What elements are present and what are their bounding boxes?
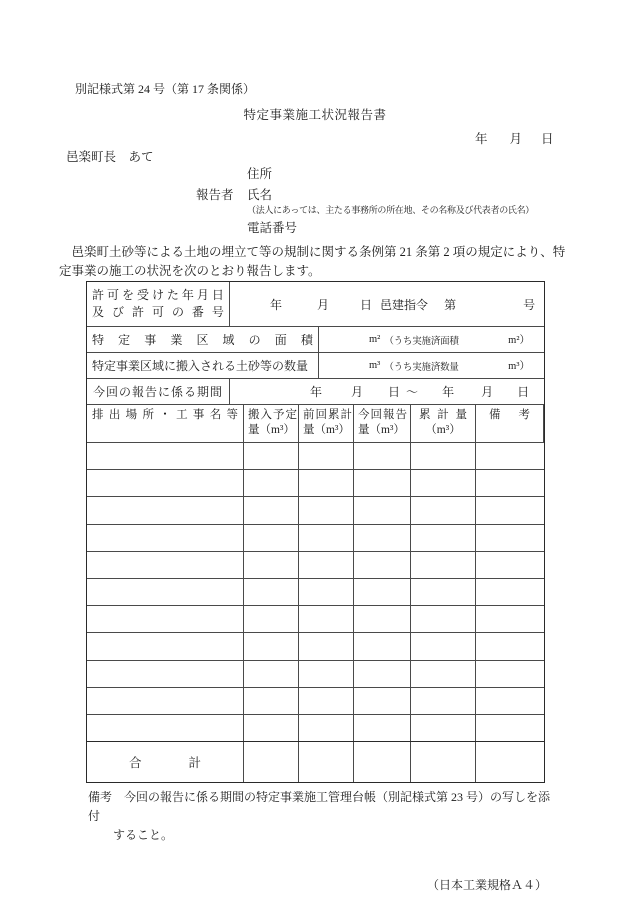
table-empty-cell — [476, 579, 544, 605]
table-empty-cell — [299, 552, 354, 578]
col-header-previous: 前回累計 量（m³） — [299, 405, 354, 442]
footer-note — [88, 788, 558, 845]
table-empty-cell — [244, 715, 299, 741]
total-empty-cell — [299, 742, 354, 782]
table-empty-cell — [87, 497, 244, 523]
col-header-site: 排 出 場 所 ・ 工 事 名 等 — [87, 405, 244, 442]
table-empty-row — [87, 579, 544, 606]
table-empty-cell — [354, 633, 411, 659]
total-empty-cell — [411, 742, 476, 782]
phone-label: 電話番号 — [247, 221, 298, 235]
table-empty-row — [87, 470, 544, 497]
permit-value-cell: 年 月 日 邑建指令 第 号 — [270, 297, 536, 312]
table-empty-cell — [244, 661, 299, 687]
table-empty-row — [87, 606, 544, 633]
col-header-current: 今回報告 量（m³） — [354, 405, 411, 442]
table-empty-cell — [411, 661, 476, 687]
area-label-cell — [87, 327, 319, 352]
area-unit: m² — [369, 334, 381, 345]
table-empty-cell — [354, 552, 411, 578]
table-empty-cell — [87, 443, 244, 469]
reporter-label: 報告者 — [196, 188, 234, 202]
body-line-1: 邑楽町土砂等による土地の埋立て等の規制に関する条例第 21 条第 2 項の規定により、特 — [59, 245, 566, 259]
table-empty-cell — [244, 579, 299, 605]
table-empty-cell — [244, 470, 299, 496]
table-empty-cell — [244, 497, 299, 523]
table-empty-cell — [411, 579, 476, 605]
footer-note-line2: すること。 — [113, 828, 174, 842]
permit-row — [87, 282, 544, 327]
table-empty-cell — [244, 688, 299, 714]
area-note: （うち実施済面積 — [384, 336, 459, 347]
table-empty-row — [87, 715, 544, 741]
table-empty-row — [87, 552, 544, 579]
table-empty-cell — [299, 525, 354, 551]
table-body — [87, 443, 544, 741]
report-date-line: 年 月 日 — [475, 132, 554, 146]
table-empty-cell — [476, 525, 544, 551]
table-empty-row — [87, 497, 544, 524]
table-empty-cell — [354, 606, 411, 632]
table-empty-cell — [354, 443, 411, 469]
table-empty-cell — [87, 661, 244, 687]
body-paragraph — [59, 243, 574, 281]
table-empty-cell — [87, 606, 244, 632]
table-empty-row — [87, 688, 544, 715]
table-empty-cell — [299, 606, 354, 632]
total-empty-cell — [354, 742, 411, 782]
table-empty-cell — [411, 470, 476, 496]
table-empty-cell — [244, 552, 299, 578]
reporter-address-label: 住所 — [247, 167, 273, 181]
area-label: 特 定 事 業 区 域 の 面 積 — [92, 333, 313, 347]
table-header-row — [87, 405, 544, 443]
body-line-2: 定事業の施工の状況を次のとおり報告します。 — [59, 264, 321, 278]
table-empty-cell — [299, 661, 354, 687]
table-empty-cell — [87, 470, 244, 496]
table-empty-cell — [354, 661, 411, 687]
corporate-note: （法人にあっては、主たる事務所の所在地、その名称及び代表者の氏名） — [247, 205, 535, 215]
table-empty-cell — [411, 443, 476, 469]
area-row — [87, 327, 544, 353]
permit-label-cell — [87, 282, 230, 326]
soil-label-cell — [87, 353, 319, 378]
addressee: 邑楽町長 あて — [66, 150, 154, 164]
col-header-planned: 搬入予定 量（m³） — [244, 405, 299, 442]
table-empty-cell — [87, 688, 244, 714]
col-header-cumulative: 累 計 量 （m³） — [411, 405, 476, 442]
table-empty-cell — [411, 552, 476, 578]
soil-label: 特定事業区域に搬入される土砂等の数量 — [92, 359, 309, 373]
table-empty-cell — [354, 715, 411, 741]
total-label-cell: 合 計 — [87, 742, 244, 782]
table-empty-cell — [299, 579, 354, 605]
table-empty-cell — [476, 688, 544, 714]
reporter-name-label: 氏名 — [247, 188, 273, 202]
table-empty-cell — [476, 715, 544, 741]
col-header-remarks: 備 考 — [476, 405, 544, 442]
area-value-cell — [319, 327, 544, 352]
table-empty-cell — [411, 497, 476, 523]
permit-label-line2: 及 び 許 可 の 番 号 — [92, 305, 224, 319]
table-empty-cell — [354, 688, 411, 714]
table-empty-cell — [87, 525, 244, 551]
period-label: 今回の報告に係る期間 — [92, 385, 223, 399]
table-empty-cell — [87, 552, 244, 578]
table-empty-cell — [476, 497, 544, 523]
permit-label-line1: 許 可 を 受 け た 年 月 日 — [92, 288, 224, 302]
table-empty-cell — [476, 470, 544, 496]
table-empty-cell — [476, 633, 544, 659]
period-row — [87, 379, 544, 405]
table-empty-cell — [87, 715, 244, 741]
soil-unit: m³ — [369, 360, 381, 371]
table-empty-cell — [354, 525, 411, 551]
table-empty-row — [87, 443, 544, 470]
table-empty-cell — [299, 470, 354, 496]
table-empty-cell — [299, 715, 354, 741]
table-empty-cell — [299, 443, 354, 469]
total-empty-cell — [244, 742, 299, 782]
table-empty-cell — [411, 525, 476, 551]
table-empty-cell — [411, 715, 476, 741]
period-label-cell — [87, 379, 230, 404]
table-empty-cell — [411, 606, 476, 632]
table-empty-cell — [476, 661, 544, 687]
table-empty-row — [87, 525, 544, 552]
table-empty-cell — [87, 633, 244, 659]
soil-row — [87, 353, 544, 379]
soil-note: （うち実施済数量 — [384, 362, 459, 373]
table-empty-cell — [244, 633, 299, 659]
table-empty-cell — [299, 688, 354, 714]
soil-note-close: m³） — [508, 361, 530, 372]
area-note-close: m²） — [508, 335, 530, 346]
table-empty-cell — [476, 606, 544, 632]
table-empty-cell — [299, 497, 354, 523]
table-empty-row — [87, 661, 544, 688]
table-empty-cell — [354, 497, 411, 523]
table-empty-cell — [299, 633, 354, 659]
table-empty-cell — [354, 470, 411, 496]
table-empty-cell — [476, 552, 544, 578]
table-empty-cell — [354, 579, 411, 605]
total-empty-cell — [476, 742, 544, 782]
table-empty-cell — [87, 579, 244, 605]
footer-note-line1: 備考 今回の報告に係る期間の特定事業施工管理台帳（別記様式第 23 号）の写しを添付 — [88, 790, 551, 823]
table-empty-cell — [244, 606, 299, 632]
table-empty-cell — [244, 443, 299, 469]
table-empty-cell — [476, 443, 544, 469]
table-empty-cell — [411, 633, 476, 659]
total-row — [87, 741, 544, 782]
table-empty-cell — [244, 525, 299, 551]
table-empty-row — [87, 633, 544, 660]
period-value-cell: 年 月 日 ～ 年 月 日 — [310, 385, 530, 399]
table-empty-cell — [411, 688, 476, 714]
jis-standard-label: （日本工業規格Ａ４） — [426, 878, 547, 892]
soil-value-cell — [319, 353, 544, 378]
form-number: 別記様式第 24 号（第 17 条関係） — [75, 82, 256, 96]
page-title: 特定事業施工状況報告書 — [243, 108, 387, 122]
report-table — [86, 281, 545, 783]
